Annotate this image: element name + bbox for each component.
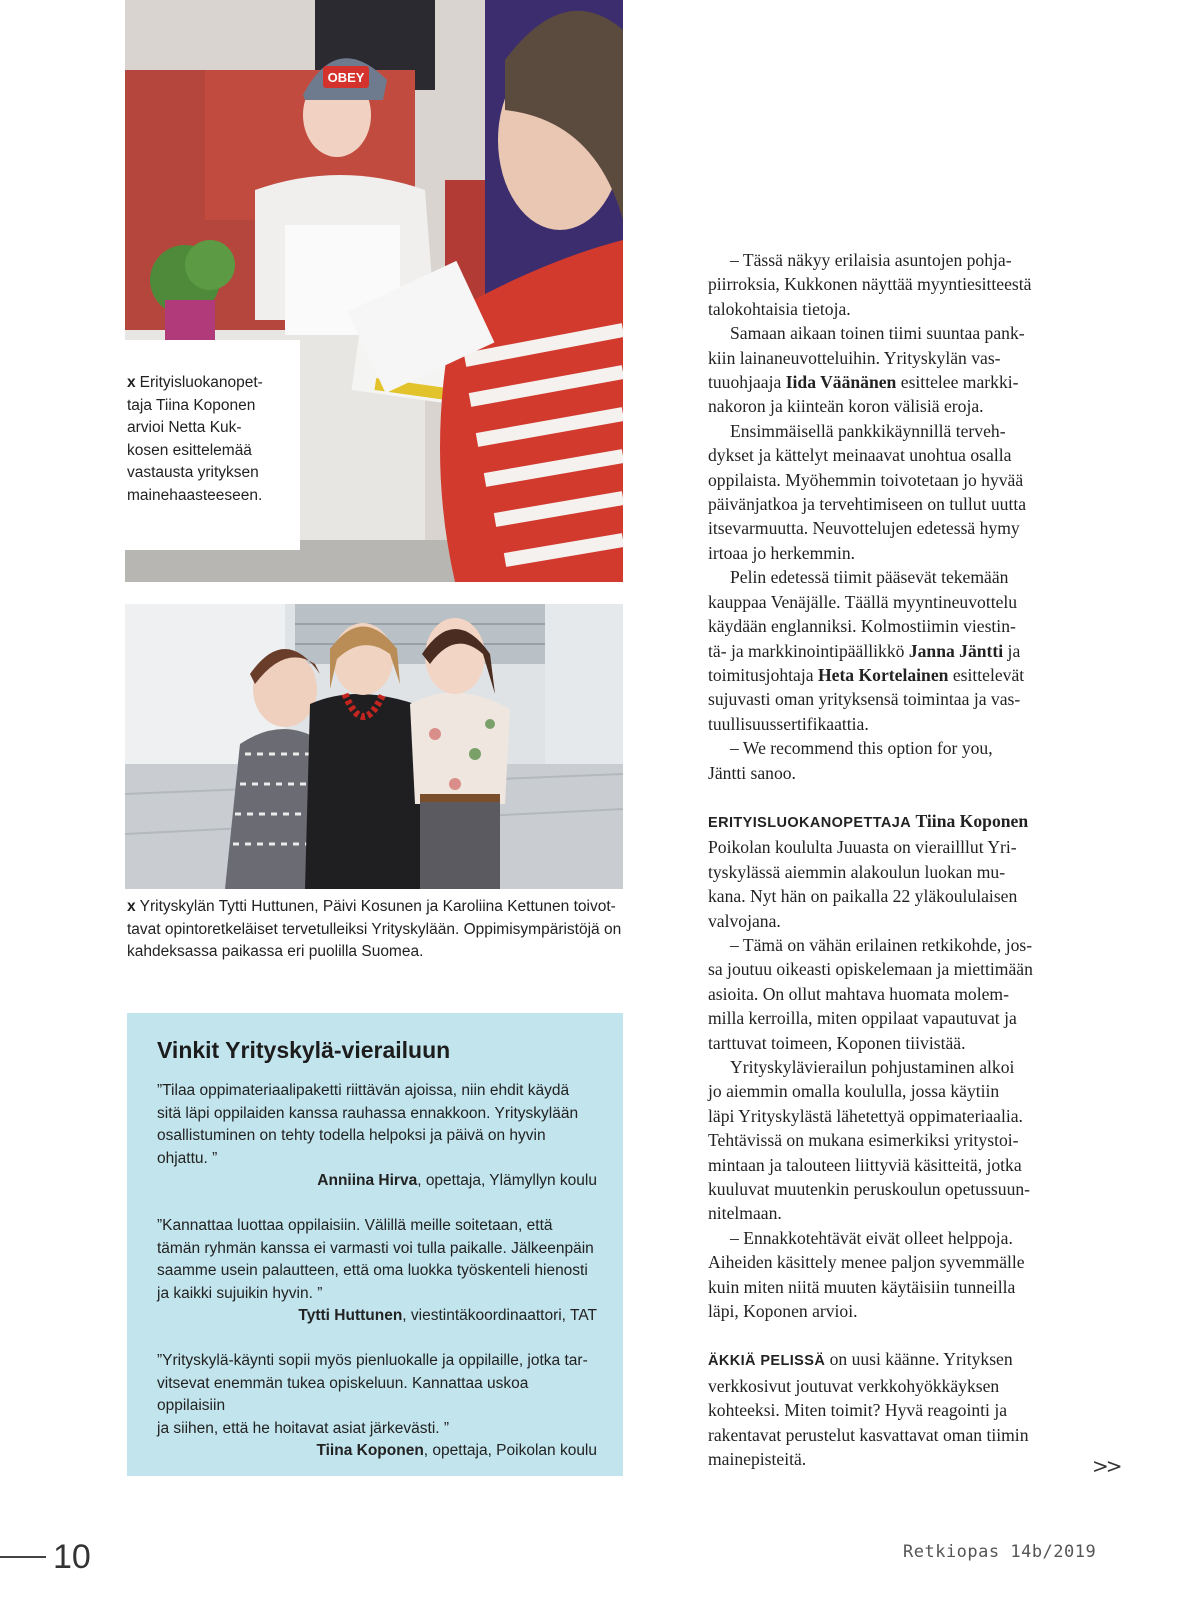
photo-2-illustration xyxy=(125,604,623,889)
body-line: verkkosivut joutuvat verkkohyökkäyksen xyxy=(708,1375,1000,1396)
section-lead-line xyxy=(708,1347,1100,1373)
footer-rule xyxy=(0,1556,46,1558)
body-text: toimitusjohtaja xyxy=(708,664,818,685)
section-lead-line xyxy=(708,809,1100,835)
quote-author-role: , viestintäkoordinaattori, TAT xyxy=(402,1307,597,1324)
body-text: esittelevät xyxy=(948,664,1025,685)
tips-title: Vinkit Yrityskylä-vierailuun xyxy=(157,1037,451,1063)
body-line: Ensimmäisellä pankkikäynnillä terveh- xyxy=(730,420,1006,441)
beanie-logo-text: OBEY xyxy=(327,70,365,85)
quote-author-role: , opettaja, Poikolan koulu xyxy=(423,1442,597,1459)
quote-author: Tytti Huttunen xyxy=(298,1307,403,1324)
body-line: päivänjatkoa ja tervehtimiseen on tullut uutta xyxy=(708,494,1027,515)
body-line: kana. Nyt hän on paikalla 22 yläkoululaisen xyxy=(708,886,1018,907)
body-line: nakoron ja kiinteän koron välisiä eroja. xyxy=(708,396,984,417)
body-line: Yrityskylävierailun pohjustaminen alkoi xyxy=(730,1057,1015,1077)
body-line: – Tässä näkyy erilaisia asuntojen pohja- xyxy=(730,250,1012,270)
body-line: jo aiemmin omalla koululla, jossa käytiin xyxy=(708,1081,1000,1102)
body-line: Tehtävissä on mukana esimerkiksi yritystoi- xyxy=(708,1130,1019,1151)
quote-line: tämän ryhmän kanssa ei varmasti voi tulla paikalle. Jälkeenpäin xyxy=(157,1239,594,1257)
body-line: sa joutuu oikeasti opiskelemaan ja miettimään xyxy=(708,959,1033,980)
section-gap xyxy=(708,1323,1100,1347)
body-text: on uusi käänne. Yrityksen xyxy=(825,1349,1013,1370)
quote-attribution xyxy=(157,1440,597,1463)
quote-line: ”Tilaa oppimateriaalipaketti riittävän ajoissa, niin ehdit käydä xyxy=(157,1082,570,1099)
publication-label: Retkiopas 14b/2019 xyxy=(903,1542,1097,1562)
person-name: Iida Väänänen xyxy=(785,372,897,393)
quote-3 xyxy=(157,1350,597,1463)
body-line xyxy=(708,663,1100,687)
caption-line: taja Tiina Koponen xyxy=(127,396,256,414)
quote-1 xyxy=(157,1080,597,1193)
photo-1-caption xyxy=(127,372,302,507)
body-line: asioita. On ollut mahtava huomata molem- xyxy=(708,983,1009,1004)
quote-line: sitä läpi oppilaiden kanssa rauhassa ennakkoon. Yrityskylään xyxy=(157,1104,579,1122)
body-line: kiin lainaneuvotteluihin. Yrityskylän vas- xyxy=(708,347,1001,368)
body-line: – Tämä on vähän erilainen retkikohde, jos- xyxy=(730,934,1033,955)
quote-line: vitsevat enemmän tukea opiskeluun. Kannattaa uskoa oppilaisiin xyxy=(157,1374,529,1414)
section-gap xyxy=(708,785,1100,809)
body-line: – Ennakkotehtävät eivät olleet helppoja. xyxy=(730,1227,1013,1248)
body-line: kauppaa Venäjälle. Täällä myyntineuvottelu xyxy=(708,591,1018,612)
section-lead-caps: ÄKKIÄ PELISSÄ xyxy=(708,1353,826,1370)
tips-box xyxy=(127,1013,623,1476)
body-line: rakentavat perustelut kasvattavat oman tiimin xyxy=(708,1424,1029,1445)
caption-marker: x xyxy=(127,898,136,915)
quote-author: Tiina Koponen xyxy=(316,1442,424,1459)
body-line: Aiheiden käsittely menee paljon syvemmälle xyxy=(708,1252,1025,1273)
body-line: Pelin edetessä tiimit pääsevät tekemään xyxy=(730,567,1009,588)
body-line: talokohtaisia tietoja. xyxy=(708,298,851,319)
person-name: Janna Jäntti xyxy=(908,640,1004,661)
body-line: itsevarmuutta. Neuvottelujen edetessä hymy xyxy=(708,518,1020,539)
body-line: läpi, Koponen arvioi. xyxy=(708,1301,858,1322)
body-line: milla kerroilla, miten oppilaat vapautuvat ja xyxy=(708,1008,1017,1029)
body-line: tyskylässä aiemmin alakoulun luokan mu- xyxy=(708,861,1006,882)
body-line: mainepisteitä. xyxy=(708,1449,807,1470)
caption-line: arvioi Netta Kuk- xyxy=(127,419,242,436)
caption-line: Yrityskylän Tytti Huttunen, Päivi Kosunen ja Karoliina Kettunen toivot- xyxy=(139,898,616,915)
caption-line: vastausta yrityksen xyxy=(127,464,259,481)
body-text: tä- ja markkinointipäällikkö xyxy=(708,640,909,661)
body-line xyxy=(708,639,1100,663)
body-line: Jäntti sanoo. xyxy=(708,762,796,783)
article-column xyxy=(708,248,1100,1472)
caption-line: kahdeksassa paikassa eri puolilla Suomea. xyxy=(127,943,424,960)
caption-line: Erityisluokanopet- xyxy=(139,374,263,391)
caption-line: tavat opintoretkeläiset tervetulleiksi Yrityskylään. Oppimisympäristöjä on xyxy=(127,920,622,938)
body-line: oppilaista. Myöhemmin toivotetaan jo hyvää xyxy=(708,469,1024,490)
body-line: valvojana. xyxy=(708,910,781,931)
body-line: kuin miten niitä muuten käytäisiin tunneilla xyxy=(708,1276,1016,1297)
body-line: mintaan ja talouteen liittyviä käsitteitä, jotka xyxy=(708,1154,1022,1175)
body-text: tuuohjaaja xyxy=(708,372,786,393)
quote-author: Anniina Hirva xyxy=(317,1172,418,1189)
page-number: 10 xyxy=(53,1538,91,1576)
body-text: esittelee markki- xyxy=(896,372,1019,393)
body-line: kuuluvat muutenkin peruskoulun opetussuun- xyxy=(708,1179,1031,1200)
quote-line: ”Yrityskylä-käynti sopii myös pienluokalle ja oppilaille, jotka tar- xyxy=(157,1352,588,1369)
body-line: – We recommend this option for you, xyxy=(730,738,993,759)
body-line xyxy=(708,370,1100,394)
continue-arrow-icon: >> xyxy=(1092,1454,1120,1478)
quote-line: osallistuminen on tehty todella helpoksi ja päivä on hyvin xyxy=(157,1127,546,1144)
body-line: irtoaa jo herkemmin. xyxy=(708,542,856,563)
quote-2 xyxy=(157,1215,597,1328)
quote-line: ”Kannattaa luottaa oppilaisiin. Välillä meille soitetaan, että xyxy=(157,1217,553,1234)
caption-line: mainehaasteeseen. xyxy=(127,486,263,504)
photo-three-hosts xyxy=(125,604,623,889)
quote-line: ohjattu. ” xyxy=(157,1149,218,1167)
quote-line: saamme usein palautteen, että oma luokka työskenteli hienosti xyxy=(157,1262,588,1279)
quote-author-role: , opettaja, Ylämyllyn koulu xyxy=(417,1172,597,1189)
body-line: tarttuvat toimeen, Koponen tiivistää. xyxy=(708,1032,966,1053)
caption-line: kosen esittelemää xyxy=(127,441,252,459)
body-line: Poikolan koululta Juuasta on vierailllut Yri- xyxy=(708,837,1017,858)
body-line: tuullisuussertifikaattia. xyxy=(708,713,869,734)
quote-line: ja siihen, että he hoitavat asiat järkevästi. ” xyxy=(157,1419,450,1437)
photo-2-caption xyxy=(127,896,627,964)
body-line: käydään englanniksi. Kolmostiimin viestin- xyxy=(708,616,1016,637)
body-text: ja xyxy=(1003,640,1021,661)
body-line: läpi Yrityskylästä lähetettyä oppimateriaalia. xyxy=(708,1105,1023,1126)
body-line: piirroksia, Kukkonen näyttää myyntiesitteestä xyxy=(708,274,1032,295)
body-line: Samaan aikaan toinen tiimi suuntaa pank- xyxy=(730,323,1025,344)
body-line: dykset ja kättelyt meinaavat unohtua osalla xyxy=(708,445,1012,466)
body-line: kohteeksi. Miten toimit? Hyvä reagointi ja xyxy=(708,1400,1008,1421)
caption-marker: x xyxy=(127,374,136,391)
quote-attribution xyxy=(157,1170,597,1193)
section-lead-caps: ERITYISLUOKANOPETTAJA xyxy=(708,814,912,831)
quote-attribution xyxy=(157,1305,597,1328)
person-name: Tiina Koponen xyxy=(915,810,1029,831)
quote-line: ja kaikki sujuikin hyvin. ” xyxy=(157,1284,323,1302)
body-line: sujuvasti oman yrityksensä toimintaa ja vas- xyxy=(708,689,1021,710)
body-line: nitelmaan. xyxy=(708,1203,782,1224)
person-name: Heta Kortelainen xyxy=(817,664,949,685)
